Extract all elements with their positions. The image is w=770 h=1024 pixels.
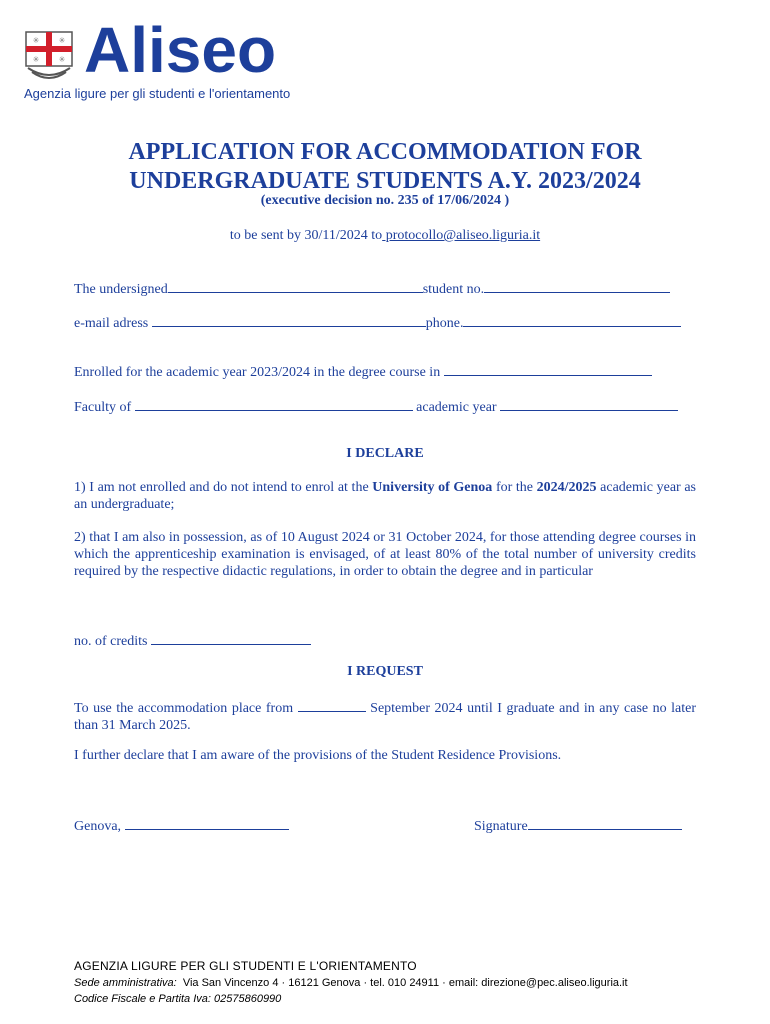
email-row [74,312,681,332]
footer-tax-code: Codice Fiscale e Partita Iva: 02575860990 [74,993,282,1005]
title-line-2: UNDERGRADUATE STUDENTS A.Y. 2023/2024 [129,168,641,194]
svg-text:✳: ✳ [32,36,40,45]
signature-row [474,815,682,835]
svg-text:✳: ✳ [58,36,66,45]
undersigned-row [74,278,670,298]
further-declaration: I further declare that I am aware of the provisions of the Student Residence Provisions. [74,748,562,763]
send-to-prefix: to be sent by 30/11/2024 to [229,228,383,243]
place-row [74,815,289,835]
item1-text-b: for the [492,480,537,495]
svg-text:✳: ✳ [32,55,40,64]
academic-year-label: academic year [416,400,497,415]
request-text [74,697,696,734]
declaration-item-1 [74,479,696,513]
address-text: Via San Vincenzo 4 · 16121 Genova · tel. 010 24911 · email: direzione@pec.aliseo.liguria.it [182,977,628,989]
credits-field[interactable] [151,630,311,645]
student-no-label: student no. [422,282,485,297]
send-to-line [0,228,770,244]
undersigned-label: The undersigned [74,282,168,297]
footer-address [74,977,628,989]
request-text-b: September 2024 until I graduate and in any case no later than 31 March 2025. [74,701,697,733]
degree-course-field[interactable] [444,361,652,376]
faculty-field[interactable] [135,396,413,411]
svg-text:✳: ✳ [58,55,66,64]
academic-year-field[interactable] [500,396,678,411]
executive-decision: (executive decision no. 235 of 17/06/2024 ) [260,193,510,208]
footer-agency: AGENZIA LIGURE PER GLI STUDENTI E L'ORIENTAMENTO [74,959,417,973]
faculty-label: Faculty of [74,400,132,415]
university-name: University of Genoa [372,480,493,495]
email-field[interactable] [152,312,426,327]
request-heading: I REQUEST [347,664,423,679]
student-no-field[interactable] [484,278,670,293]
signature-label: Signature [474,819,528,834]
request-text-a: To use the accommodation place from [74,701,294,716]
undersigned-field[interactable] [168,278,423,293]
office-label: Sede amministrativa: [74,977,177,989]
enrolled-label: Enrolled for the academic year 2023/2024 in the degree course in [74,365,441,380]
logo-wordmark: Aliseo [84,14,277,86]
place-label: Genova, [74,819,122,834]
item1-text-a: 1) I am not enrolled and do not intend to enrol at the [74,480,373,495]
item1-text-c: academic year as an undergraduate; [74,480,696,512]
enrolled-row [74,361,652,381]
declare-heading: I DECLARE [346,446,424,461]
logo-tagline: Agenzia ligure per gli studenti e l'orientamento [24,86,291,101]
protocol-email-link[interactable]: protocollo@aliseo.liguria.it [382,228,541,243]
credits-label: no. of credits [74,634,148,649]
liguria-crest-logo [24,30,74,82]
credits-row [74,630,311,650]
title-line-1: APPLICATION FOR ACCOMMODATION FOR [128,139,642,165]
academic-year-bold: 2024/2025 [536,480,597,495]
declaration-item-2: 2) that I am also in possession, as of 10 August 2024 or 31 October 2024, for those attending degree courses in which the apprenticeship examination is envisaged, of at least 80% of the total number of university credits required by the respective didactic regulations, in order to obtain the degree and in particular [74,530,696,579]
document-title [0,138,770,196]
phone-field[interactable] [463,312,681,327]
faculty-row [74,396,678,416]
start-day-field[interactable] [298,697,366,712]
email-label: e-mail adress [74,316,149,331]
signature-field[interactable] [528,815,682,830]
date-field[interactable] [125,815,289,830]
phone-label: phone. [425,316,464,331]
